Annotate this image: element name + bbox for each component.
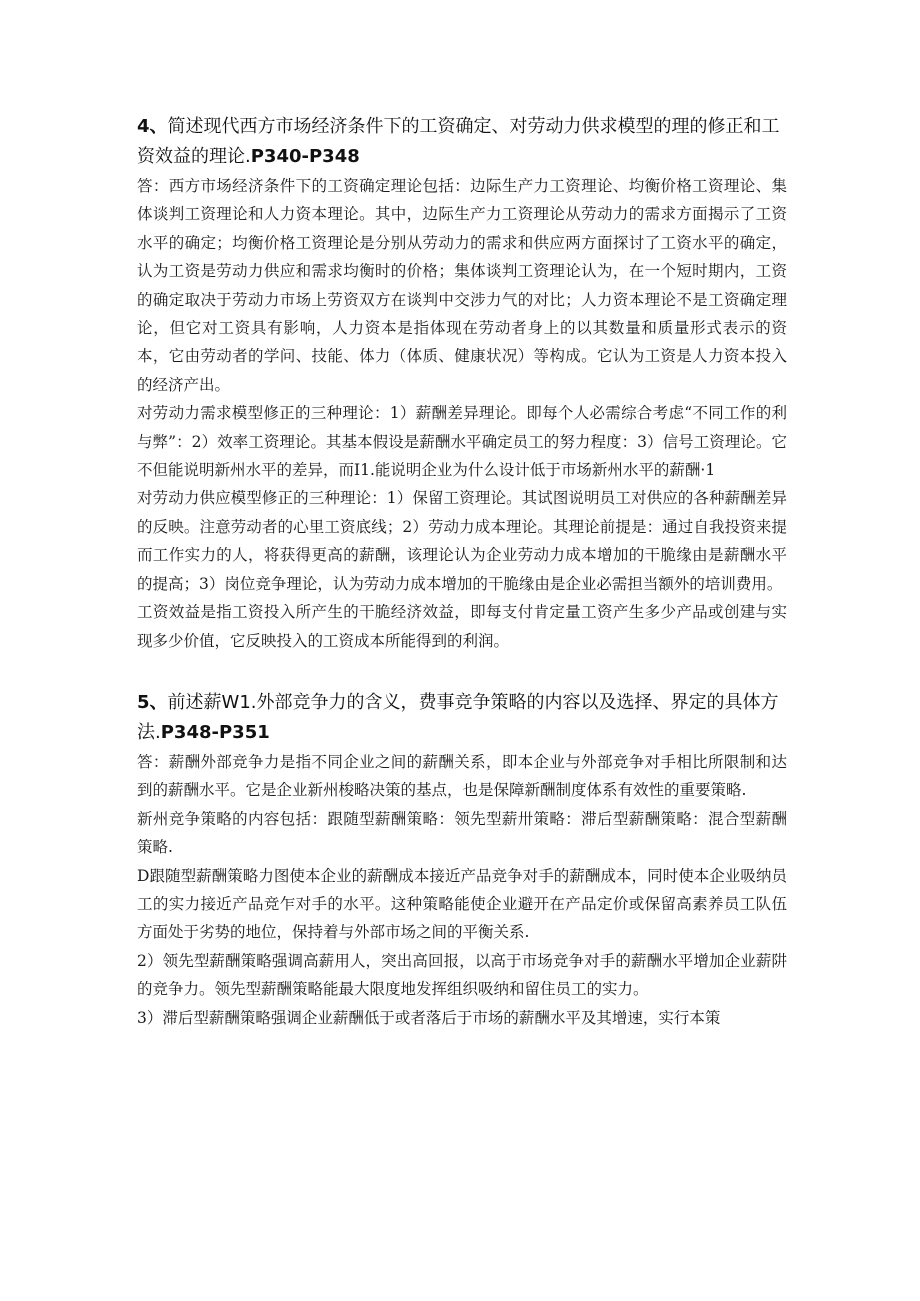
section-heading	[137, 112, 787, 172]
wage-efficiency-paragraph: 工资效益是指工资投入所产生的干脆经济效益，即每支付肯定量工资产生多少产品或创建与实现多少价值，它反映投入的工资成本所能得到的利润。	[137, 603, 787, 650]
section-heading	[137, 688, 787, 748]
heading-number: 4、	[137, 116, 168, 137]
demand-model-paragraph: 对劳动力需求模型修正的三种理论：1）薪酬差异理论。即每个人必需综合考虑“不同工作的利与弊”：2）效率工资理论。其基本假设是薪酬水平确定员工的努力程度：3）信号工资理论。它不但能说明新州水平的差异，而I1.能说明企业为什么设计低于市场新州水平的薪酬·1	[137, 404, 787, 480]
heading-page-reference: P340-P348	[250, 146, 360, 167]
follow-strategy-paragraph: D跟随型薪酬策略力图使本企业的薪酬成本接近产品竞争对手的薪酬成本，同时使本企业吸纳员工的实力接近产品竞乍对手的水平。这种策略能使企业避开在产品定价或保留高素养员工队伍方面处于劣势的地位，保持着与外部市场之间的平衡关系.	[137, 866, 787, 942]
heading-number: 5、	[137, 691, 168, 713]
strategy-list-paragraph: 新州竞争策略的内容包括：跟随型薪酬策略：领先型薪卅策略：滞后型薪酬策略：混合型薪酬策略.	[137, 809, 787, 857]
lag-strategy-paragraph: 3）滞后型薪酬策略强调企业薪酬低于或者落后于市场的薪酬水平及其增速，实行本策	[137, 1008, 721, 1027]
answer-paragraph: 答：薪酬外部竞争力是指不同企业之间的薪酬关系，即本企业与外部竞争对手相比所限制和达到的薪酬水平。它是企业新州梭略决策的基点，也是保障新酬制度体系有效性的重要策略.	[137, 752, 787, 800]
document-page	[137, 112, 787, 1032]
heading-page-reference: P348-P351	[160, 721, 270, 743]
heading-text: 简述现代西方市场经济条件下的工资确定、对劳动力供求模型的理的修正和工资效益的理论.	[137, 116, 780, 167]
section-4	[137, 112, 787, 655]
answer-paragraph: 答：西方市场经济条件下的工资确定理论包括：边际生产力工资理论、均衡价格工资理论、集体谈判工资理论和人力资本理论。其中，边际生产力工资理论从劳动力的需求方面揭示了工资水平的确定；均衡价格工资理论是分别从劳动力的需求和供应两方面探讨了工资水平的确定，认为工资是劳动力供应和需求均衡时的价格；集体谈判工资理论认为，在一个短时期内，工资的确定取决于劳动力市场上劳资双方在谈判中交涉力气的对比；人力资本理论不是工资确定理论，但它对工资具有影响，人力资本是指体现在劳动者身上的以其数量和质量形式表示的资本，它由劳动者的学问、技能、体力（体质、健康状况）等构成。它认为工资是人力资本投入的经济产出。	[137, 177, 787, 394]
supply-model-paragraph: 对劳动力供应模型修正的三种理论：1）保留工资理论。其试图说明员工对供应的各种薪酬差异的反映。注意劳动者的心里工资底线；2）劳动力成本理论。其理论前提是：通过自我投资来提而工作实力的人，将获得更高的薪酬，该理论认为企业劳动力成本增加的干脆缘由是薪酬水平的提高；3）岗位竞争理论，认为劳动力成本增加的干脆缘由是企业必需担当额外的培训费用。	[137, 489, 787, 593]
lead-strategy-paragraph: 2）领先型薪酬策略强调高薪用人，突出高回报，以高于市场竞争对手的薪酬水平增加企业薪阱的竞争力。领先型薪酬策略能最大限度地发挥组织吸纳和留住员工的实力。	[137, 951, 787, 999]
section-5	[137, 688, 787, 1032]
heading-text: 前述薪W1.外部竞争力的含义，费事竞争策略的内容以及选择、界定的具体方法.	[137, 691, 779, 743]
